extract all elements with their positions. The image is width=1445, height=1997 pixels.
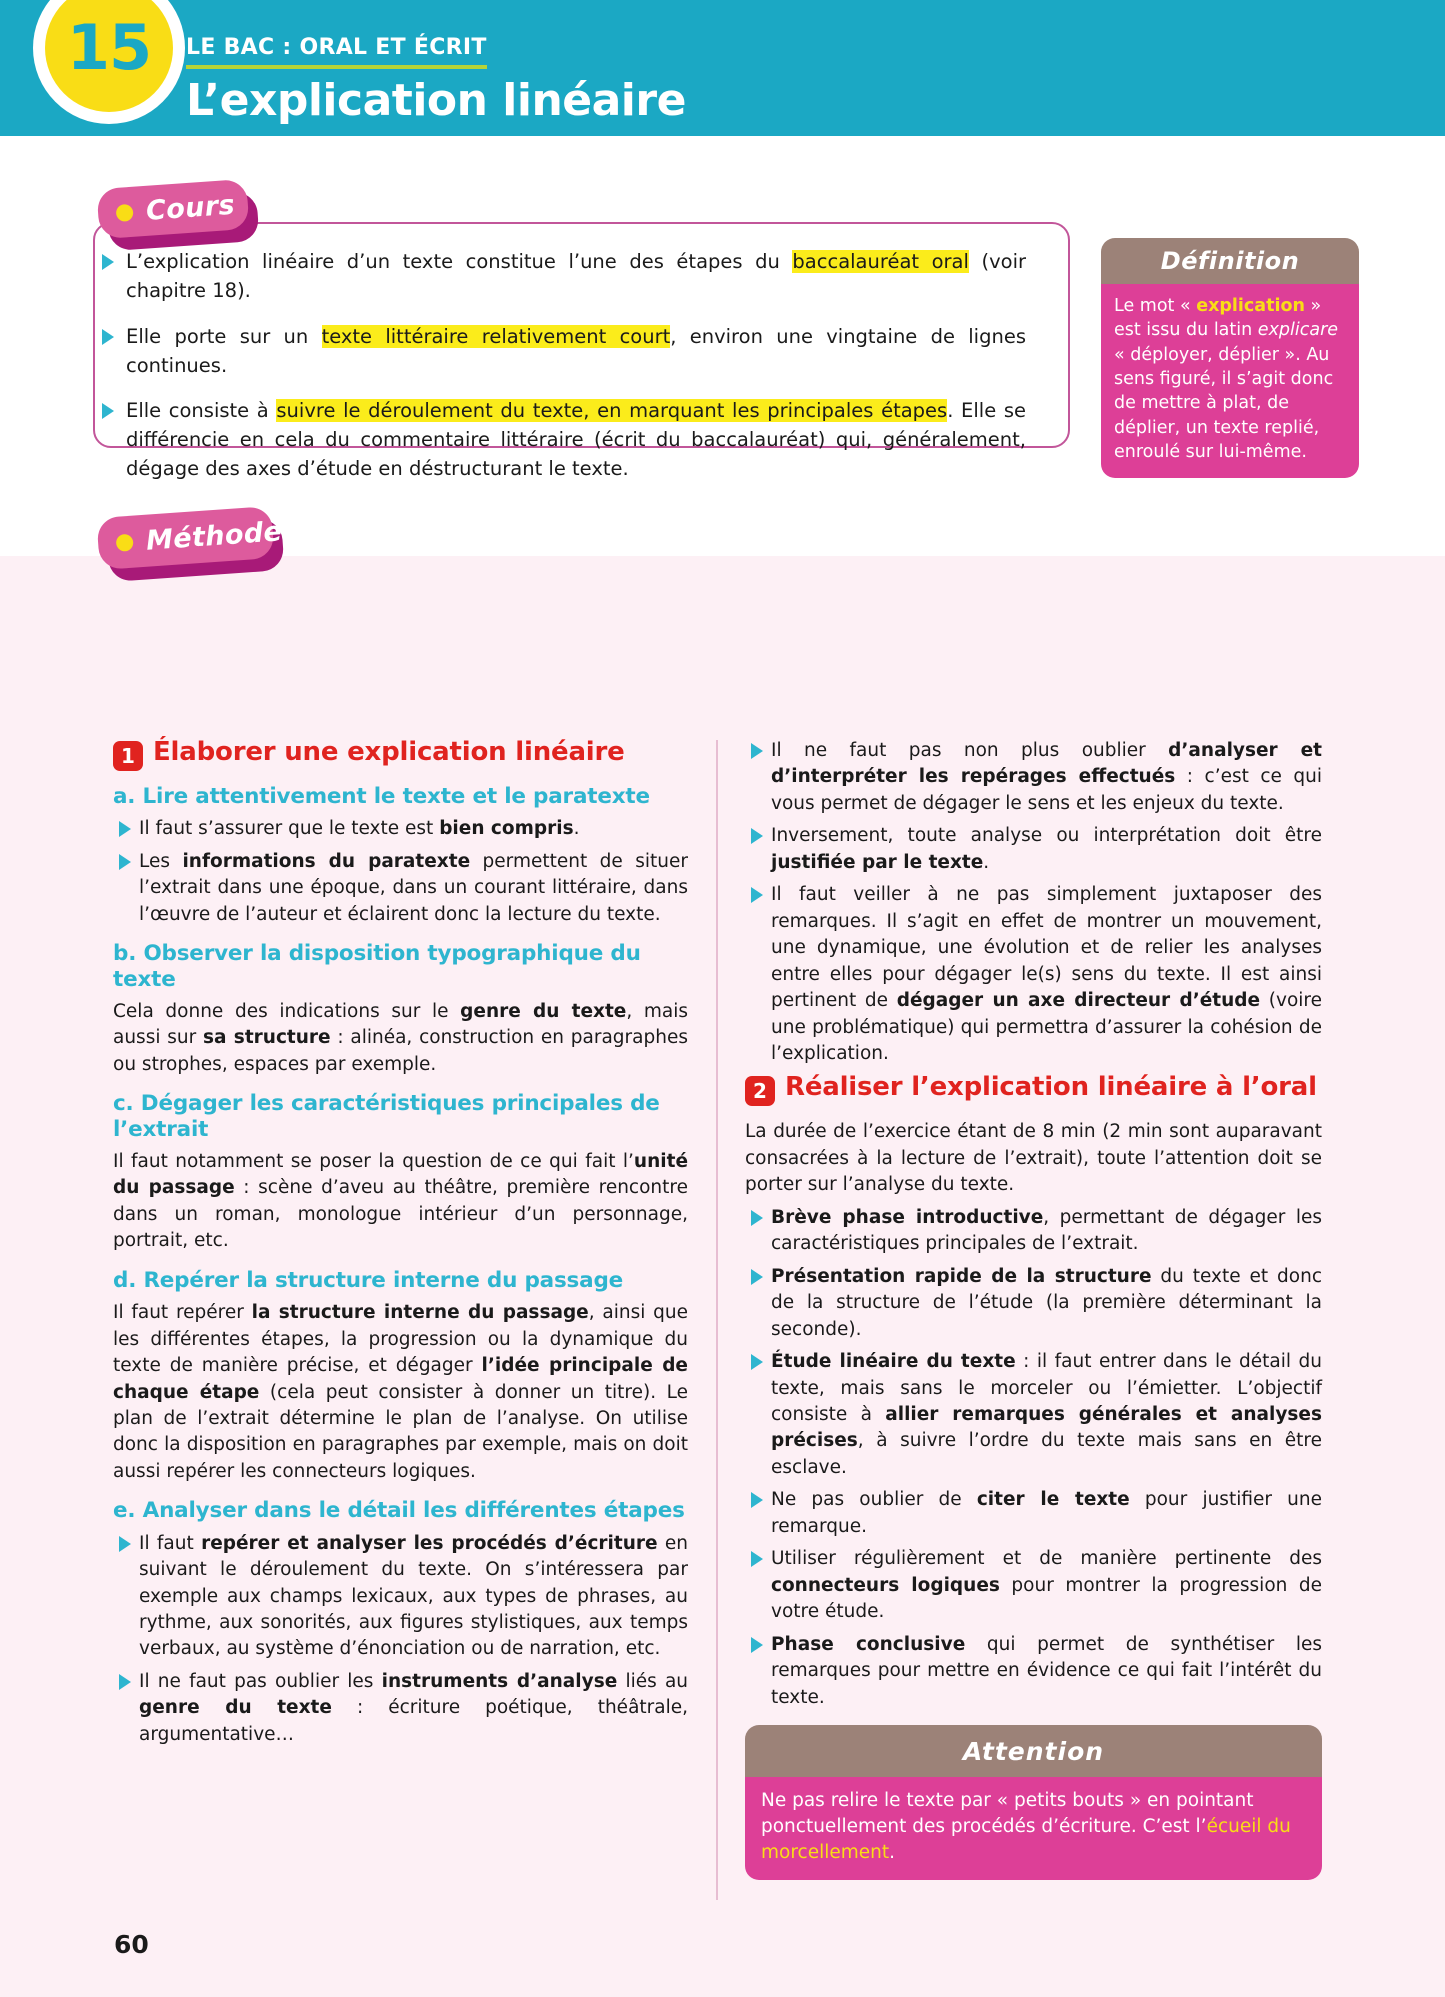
text-run: Inversement, toute analyse ou interprétation doit être xyxy=(771,825,1322,847)
attention-title: Attention xyxy=(962,1736,1105,1766)
text-run: Ne pas oublier de xyxy=(771,1489,977,1511)
text-run: . Elle se différencie en cela du commentaire littéraire (écrit du baccalauréat) qui, généralement, dégage des axes d’étude en déstructurant le texte. xyxy=(126,399,1026,481)
bold-text: Brève phase introductive xyxy=(771,1206,1044,1228)
methode-bullet xyxy=(745,1264,1322,1343)
methode-bullet xyxy=(745,1632,1322,1711)
text-run: Elle consiste à xyxy=(126,399,277,423)
text-run: : il faut entrer dans le détail du texte, mais sans le morceler ou l’émietter. L’objectif consiste à xyxy=(771,1351,1322,1425)
methode-left-column xyxy=(113,738,688,1754)
methode-paragraph xyxy=(113,1300,688,1485)
section-heading-label: Réaliser l’explication linéaire à l’oral xyxy=(785,1072,1317,1103)
bold-text: d’analyser et d’interpréter les repérages effectués xyxy=(771,740,1323,788)
text-run: L’explication linéaire d’un texte constitue l’une des étapes du xyxy=(126,250,793,273)
bullet-triangle-icon xyxy=(751,1551,763,1567)
definition-header xyxy=(1101,238,1359,284)
text-run: Il ne faut pas oublier les xyxy=(139,1670,382,1692)
definition-body xyxy=(1101,284,1359,478)
text-run: liés au xyxy=(617,1670,689,1692)
text-run: , environ une vingtaine de lignes continues. xyxy=(126,324,1026,377)
section-number-badge: 2 xyxy=(745,1076,775,1106)
page-number: 60 xyxy=(114,1930,149,1959)
bullet-triangle-icon xyxy=(751,743,763,759)
bullet-triangle-icon xyxy=(102,254,114,270)
bullet-triangle-icon xyxy=(119,854,131,870)
bold-text: unité du passage xyxy=(113,1150,688,1199)
bold-text: bien compris xyxy=(439,818,574,840)
bold-text: repérer et analyser les procédés d’écriture xyxy=(201,1532,658,1554)
text-run: qui permet de synthétiser les remarques pour mettre en évidence ce qui fait l’intérêt du texte. xyxy=(771,1633,1322,1708)
methode-paragraph xyxy=(113,999,688,1078)
bold-text: instruments d’analyse xyxy=(381,1670,618,1692)
methode-paragraph xyxy=(113,1149,688,1255)
text-run: du texte et donc de la structure de l’étude (la première déterminant la seconde). xyxy=(771,1265,1322,1340)
bullet-triangle-icon xyxy=(751,1269,763,1285)
bullet-triangle-icon xyxy=(102,329,114,345)
bold-text: allier remarques générales et analyses précises xyxy=(771,1403,1322,1452)
bullet-triangle-icon xyxy=(751,1354,763,1370)
text-run: , ainsi que les différentes étapes, la progression ou la dynamique du texte de manière précise, et dégager xyxy=(113,1302,688,1377)
text-run: Elle porte sur un xyxy=(126,324,322,348)
text-run: . xyxy=(983,851,990,873)
text-run: (cela peut consister à donner un titre). Le plan de l’extrait détermine le plan de l’analyse. On utilise donc la disposition en paragraphes par exemple, mais on doit aussi repérer les connecteurs logiques. xyxy=(113,1381,689,1482)
methode-subheading: b. Observer la disposition typographique du texte xyxy=(113,941,641,992)
bullet-triangle-icon xyxy=(751,1492,763,1508)
methode-section-heading xyxy=(745,1073,1322,1106)
methode-bullet xyxy=(745,1487,1322,1540)
bold-text: justifiée par le texte xyxy=(771,851,984,873)
text-run: Il ne faut pas non plus oublier xyxy=(771,740,1169,761)
text-run: . xyxy=(889,1841,896,1863)
text-run: : écriture poétique, théâtrale, argumentative… xyxy=(139,1697,688,1745)
bold-text: informations du paratexte xyxy=(182,850,471,872)
text-run: permettent de situer l’extrait dans une époque, dans un courant littéraire, dans l’œuvre de l’auteur et éclairent donc la lecture du texte. xyxy=(139,850,688,925)
section-number-badge: 1 xyxy=(113,741,143,771)
italic-text: explicare xyxy=(1257,320,1339,341)
header-text-group xyxy=(186,35,686,127)
methode-subheading: e. Analyser dans le détail les différentes étapes xyxy=(113,1498,685,1524)
methode-chip xyxy=(98,512,288,576)
bullet-triangle-icon xyxy=(751,1637,763,1653)
methode-section-heading xyxy=(113,738,688,771)
bullet-triangle-icon xyxy=(751,1210,763,1226)
text-run: Utiliser régulièrement et de manière pertinente des xyxy=(771,1548,1322,1570)
cours-bullet xyxy=(96,323,1026,381)
bold-text: citer le texte xyxy=(976,1489,1130,1511)
text-run: Ne pas relire le texte par « petits bouts » en pointant ponctuellement des procédés d’écriture. C’est l’ xyxy=(761,1790,1254,1837)
text-run: » est issu du latin xyxy=(1114,296,1322,341)
text-run: . xyxy=(573,818,580,840)
chapter-badge xyxy=(33,0,185,124)
text-run: : scène d’aveu au théâtre, première rencontre dans un roman, monologue intérieur d’un personnage, portrait, etc. xyxy=(113,1177,688,1252)
methode-bullet xyxy=(745,1349,1322,1481)
attention-box xyxy=(745,1725,1322,1880)
bold-text: l’idée principale de chaque étape xyxy=(113,1355,688,1403)
text-run: « déployer, déplier ». Au sens figuré, il s’agit donc de mettre à plat, de déplier, un texte replié, enroulé sur lui-même. xyxy=(1114,344,1334,462)
text-run: Il faut veiller à ne pas simplement juxtaposer des remarques. Il s’agit en effet de montrer un mouvement, une dynamique, une évolution et de relier les analyses entre elles pour dégager le(s) sens du texte. Il est ainsi pertinent de xyxy=(771,884,1322,1012)
definition-title: Définition xyxy=(1160,247,1300,275)
keyword-text: explication xyxy=(1196,296,1305,316)
bold-text: connecteurs logiques xyxy=(771,1574,1000,1596)
column-divider xyxy=(716,740,718,1900)
cours-chip-body xyxy=(96,179,249,239)
methode-bullet xyxy=(745,823,1322,876)
cours-chip xyxy=(98,184,258,246)
text-run: Il faut notamment se poser la question de ce qui fait l’ xyxy=(113,1150,634,1172)
bold-text: dégager un axe directeur d’étude xyxy=(896,990,1261,1012)
keyword-text: écueil du morcellement xyxy=(761,1815,1291,1863)
cours-chip-label: Cours xyxy=(144,189,236,227)
text-run: La durée de l’exercice étant de 8 min (2 min sont auparavant consacrées à la lecture de l’extrait), toute l’attention doit se porter sur l’analyse du texte. xyxy=(745,1121,1322,1196)
text-run: en suivant le déroulement du texte. On s’intéressera par exemple aux champs lexicaux, aux types de phrases, au rythme, aux sonorités, aux figures stylistiques, aux temps verbaux, au système d’énonciation ou de narration, etc. xyxy=(139,1532,689,1660)
text-run: pour montrer la progression de votre étude. xyxy=(771,1574,1322,1623)
attention-body xyxy=(745,1777,1322,1880)
highlighted-text: suivre le déroulement du texte, en marquant les principales étapes xyxy=(276,399,948,423)
cours-bullet xyxy=(96,397,1026,484)
text-run: , mais aussi sur xyxy=(113,1000,689,1049)
methode-right-column xyxy=(745,738,1322,1717)
methode-bullet xyxy=(113,1669,688,1748)
methode-bullet xyxy=(745,1205,1322,1258)
definition-box xyxy=(1101,238,1359,478)
methode-bullet xyxy=(113,816,688,842)
methode-chip-dot xyxy=(116,533,134,551)
bullet-triangle-icon xyxy=(751,887,763,903)
bold-text: la structure interne du passage xyxy=(251,1302,589,1324)
text-run: (voir chapitre 18). xyxy=(126,250,1027,302)
cours-content xyxy=(96,248,1026,484)
text-run: Il faut xyxy=(139,1532,202,1554)
section-heading-label: Élaborer une explication linéaire xyxy=(153,737,625,767)
bold-text: genre du texte xyxy=(139,1697,332,1719)
text-run: , permettant de dégager les caractéristiques principales de l’extrait. xyxy=(771,1206,1322,1255)
methode-bullet xyxy=(745,882,1322,1067)
header-eyebrow: LE BAC : ORAL ET ÉCRIT xyxy=(186,36,487,69)
highlighted-text: texte littéraire relativement court xyxy=(321,324,671,348)
bullet-triangle-icon xyxy=(119,821,131,837)
bullet-triangle-icon xyxy=(751,828,763,844)
bold-text: Étude linéaire du texte xyxy=(771,1351,1016,1373)
bold-text: sa structure xyxy=(202,1027,331,1049)
methode-bullet xyxy=(113,1531,688,1663)
methode-bullet xyxy=(745,1546,1322,1625)
methode-chip-label: Méthode xyxy=(145,515,284,557)
page-header xyxy=(0,0,1445,136)
text-run: , à suivre l’ordre du texte mais sans en être esclave. xyxy=(771,1430,1322,1478)
cours-bullet xyxy=(96,248,1026,306)
chapter-number: 15 xyxy=(66,11,152,84)
bullet-triangle-icon xyxy=(119,1674,131,1690)
methode-paragraph xyxy=(745,1119,1322,1198)
text-run: Il faut s’assurer que le texte est xyxy=(139,818,440,840)
chapter-badge-inner xyxy=(45,0,173,112)
methode-bullet xyxy=(113,849,688,928)
methode-subheading: a. Lire attentivement le texte et le paratexte xyxy=(113,784,650,809)
text-run: Il faut repérer xyxy=(113,1302,252,1324)
attention-header xyxy=(745,1725,1322,1777)
text-run: (voire une problématique) qui permettra d’assurer la cohésion de l’explication. xyxy=(771,990,1322,1064)
bullet-triangle-icon xyxy=(102,403,114,419)
highlighted-text: baccalauréat oral xyxy=(792,250,969,273)
methode-subheading: d. Repérer la structure interne du passage xyxy=(113,1267,624,1293)
bullet-triangle-icon xyxy=(119,1536,131,1552)
bold-text: Phase conclusive xyxy=(771,1633,966,1655)
page-title: L’explication linéaire xyxy=(186,75,686,127)
bold-text: genre du texte xyxy=(460,1000,627,1022)
methode-subheading: c. Dégager les caractéristiques principales de l’extrait xyxy=(113,1091,660,1142)
methode-bullet xyxy=(745,738,1322,817)
bold-text: Présentation rapide de la structure xyxy=(771,1265,1152,1287)
text-run: Les xyxy=(139,850,183,872)
cours-chip-dot xyxy=(116,203,134,221)
text-run: Le mot « xyxy=(1114,296,1197,316)
text-run: Cela donne des indications sur le xyxy=(113,1000,461,1022)
text-run: : c’est ce qui vous permet de dégager le sens et les enjeux du texte. xyxy=(771,766,1323,814)
text-run: : alinéa, construction en paragraphes ou strophes, espaces par exemple. xyxy=(113,1027,688,1075)
text-run: pour justifier une remarque. xyxy=(771,1489,1322,1537)
